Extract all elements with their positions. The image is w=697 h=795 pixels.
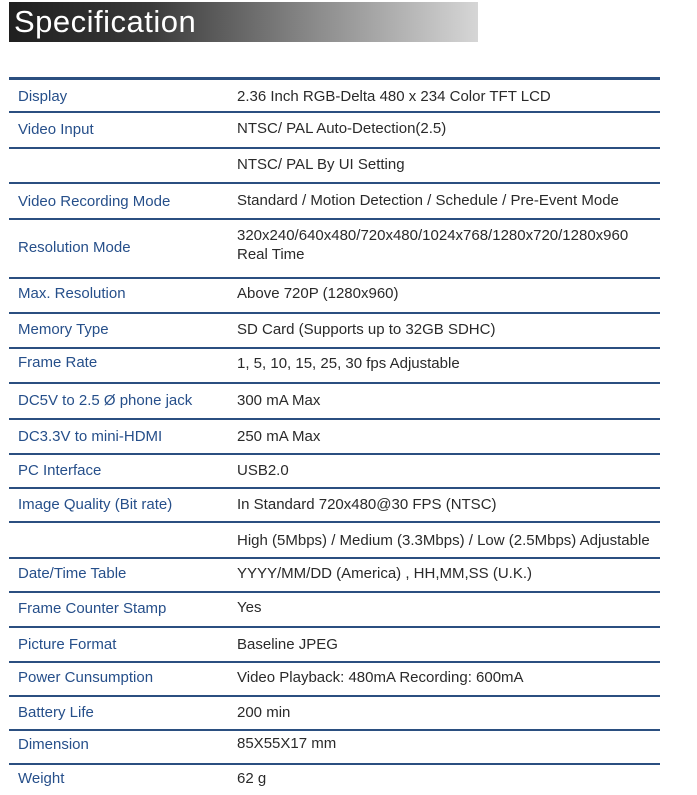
row-divider xyxy=(9,312,660,314)
spec-label-recording-mode: Video Recording Mode xyxy=(18,193,171,210)
spec-label-weight: Weight xyxy=(18,770,65,787)
spec-label-date-time: Date/Time Table xyxy=(18,565,127,582)
row-divider xyxy=(9,487,660,489)
spec-label-power: Power Cunsumption xyxy=(18,669,154,686)
spec-label-display: Display xyxy=(18,88,68,105)
spec-value-pc-interface: USB2.0 xyxy=(237,462,289,479)
spec-table xyxy=(9,0,660,795)
table-top-rule xyxy=(9,77,660,80)
spec-value-image-quality-cont: High (5Mbps) / Medium (3.3Mbps) / Low (2.5Mbps) Adjustable xyxy=(237,532,650,549)
spec-value-memory-type: SD Card (Supports up to 32GB SDHC) xyxy=(237,321,496,338)
spec-value-dc5v: 300 mA Max xyxy=(237,392,321,409)
row-divider xyxy=(9,661,660,663)
spec-label-dimension: Dimension xyxy=(18,736,89,753)
spec-label-dc33v: DC3.3V to mini-HDMI xyxy=(18,428,163,445)
spec-label-battery-life: Battery Life xyxy=(18,704,94,721)
spec-value-dimension: 85X55X17 mm xyxy=(237,735,337,752)
spec-value-max-resolution: Above 720P (1280x960) xyxy=(237,285,399,302)
row-divider xyxy=(9,182,660,184)
row-divider xyxy=(9,695,660,697)
row-divider xyxy=(9,521,660,523)
spec-label-memory-type: Memory Type xyxy=(18,321,109,338)
spec-value-frame-counter: Yes xyxy=(237,599,262,616)
spec-value-date-time: YYYY/MM/DD (America) , HH,MM,SS (U.K.) xyxy=(237,565,533,582)
row-divider xyxy=(9,218,660,220)
spec-label-frame-counter: Frame Counter Stamp xyxy=(18,600,167,617)
spec-label-max-resolution: Max. Resolution xyxy=(18,285,126,302)
spec-value-video-input: NTSC/ PAL Auto-Detection(2.5) xyxy=(237,120,447,137)
spec-label-dc5v: DC5V to 2.5 Ø phone jack xyxy=(18,392,193,409)
spec-value-weight: 62 g xyxy=(237,770,267,787)
spec-label-resolution-mode: Resolution Mode xyxy=(18,239,131,256)
spec-value-resolution-mode-line2: Real Time xyxy=(237,246,305,263)
spec-label-video-input: Video Input xyxy=(18,121,94,138)
spec-value-resolution-mode: 320x240/640x480/720x480/1024x768/1280x720/1280x960 xyxy=(237,227,629,244)
row-divider xyxy=(9,591,660,593)
row-divider xyxy=(9,557,660,559)
row-divider xyxy=(9,382,660,384)
spec-value-battery-life: 200 min xyxy=(237,704,291,721)
spec-value-power: Video Playback: 480mA Recording: 600mA xyxy=(237,669,524,686)
spec-value-picture-format: Baseline JPEG xyxy=(237,636,338,653)
spec-label-image-quality: Image Quality (Bit rate) xyxy=(18,496,173,513)
spec-value-image-quality: In Standard 720x480@30 FPS (NTSC) xyxy=(237,496,497,513)
row-divider xyxy=(9,453,660,455)
spec-label-picture-format: Picture Format xyxy=(18,636,117,653)
row-divider xyxy=(9,729,660,731)
spec-value-dc33v: 250 mA Max xyxy=(237,428,321,445)
row-divider xyxy=(9,418,660,420)
spec-label-pc-interface: PC Interface xyxy=(18,462,102,479)
row-divider xyxy=(9,626,660,628)
spec-value-recording-mode: Standard / Motion Detection / Schedule / Pre-Event Mode xyxy=(237,192,619,209)
section-title: Specification xyxy=(14,4,197,39)
row-divider xyxy=(9,763,660,765)
spec-value-video-input-cont: NTSC/ PAL By UI Setting xyxy=(237,156,405,173)
row-divider xyxy=(9,147,660,149)
spec-label-frame-rate: Frame Rate xyxy=(18,354,98,371)
row-divider xyxy=(9,277,660,279)
spec-value-frame-rate: 1, 5, 10, 15, 25, 30 fps Adjustable xyxy=(237,355,460,372)
row-divider xyxy=(9,347,660,349)
spec-value-display: 2.36 Inch RGB-Delta 480 x 234 Color TFT LCD xyxy=(237,88,551,105)
row-divider xyxy=(9,111,660,113)
